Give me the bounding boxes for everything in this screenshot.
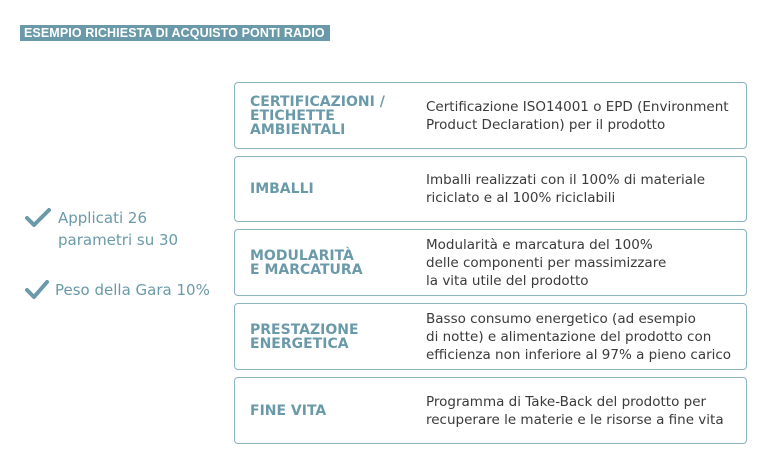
criterion-title: MODULARITÀ E MARCATURA	[250, 247, 363, 278]
summary-text: Applicati 26 parametri su 30	[58, 209, 179, 249]
criterion-card-certificazioni	[234, 82, 747, 149]
criterion-description: Basso consumo energetico (ad esempio di notte) e alimentazione del prodotto con efficienza non inferiore al 97% a pieno carico	[426, 310, 732, 363]
checkmark-icon	[24, 207, 52, 229]
criterion-description: Certificazione ISO14001 o EPD (Environment Product Declaration) per il prodotto	[426, 98, 729, 133]
criterion-card-fine-vita	[234, 377, 747, 444]
page-title: ESEMPIO RICHIESTA DI ACQUISTO PONTI RADIO	[20, 25, 330, 41]
criterion-description: Imballi realizzati con il 100% di materiale riciclato e al 100% riciclabili	[426, 172, 706, 206]
criterion-title: IMBALLI	[250, 181, 314, 197]
summary-text: Peso della Gara 10%	[55, 281, 210, 299]
criterion-card-prestazione	[234, 303, 747, 370]
criterion-title: FINE VITA	[250, 402, 327, 419]
summary-item-parameters	[24, 207, 178, 251]
checkmark-icon	[24, 279, 50, 301]
summary-item-weight	[24, 279, 210, 301]
criterion-card-modularita	[234, 229, 747, 296]
criterion-card-imballi	[234, 156, 747, 222]
criterion-description: Modularità e marcatura del 100% delle componenti per massimizzare la vita utile del prodotto	[426, 236, 667, 289]
criterion-title: PRESTAZIONE ENERGETICA	[250, 321, 359, 352]
criterion-description: Programma di Take-Back del prodotto per recuperare le materie e le risorse a fine vita	[426, 393, 724, 428]
criterion-title: CERTIFICAZIONI / ETICHETTE AMBIENTALI	[250, 93, 385, 138]
